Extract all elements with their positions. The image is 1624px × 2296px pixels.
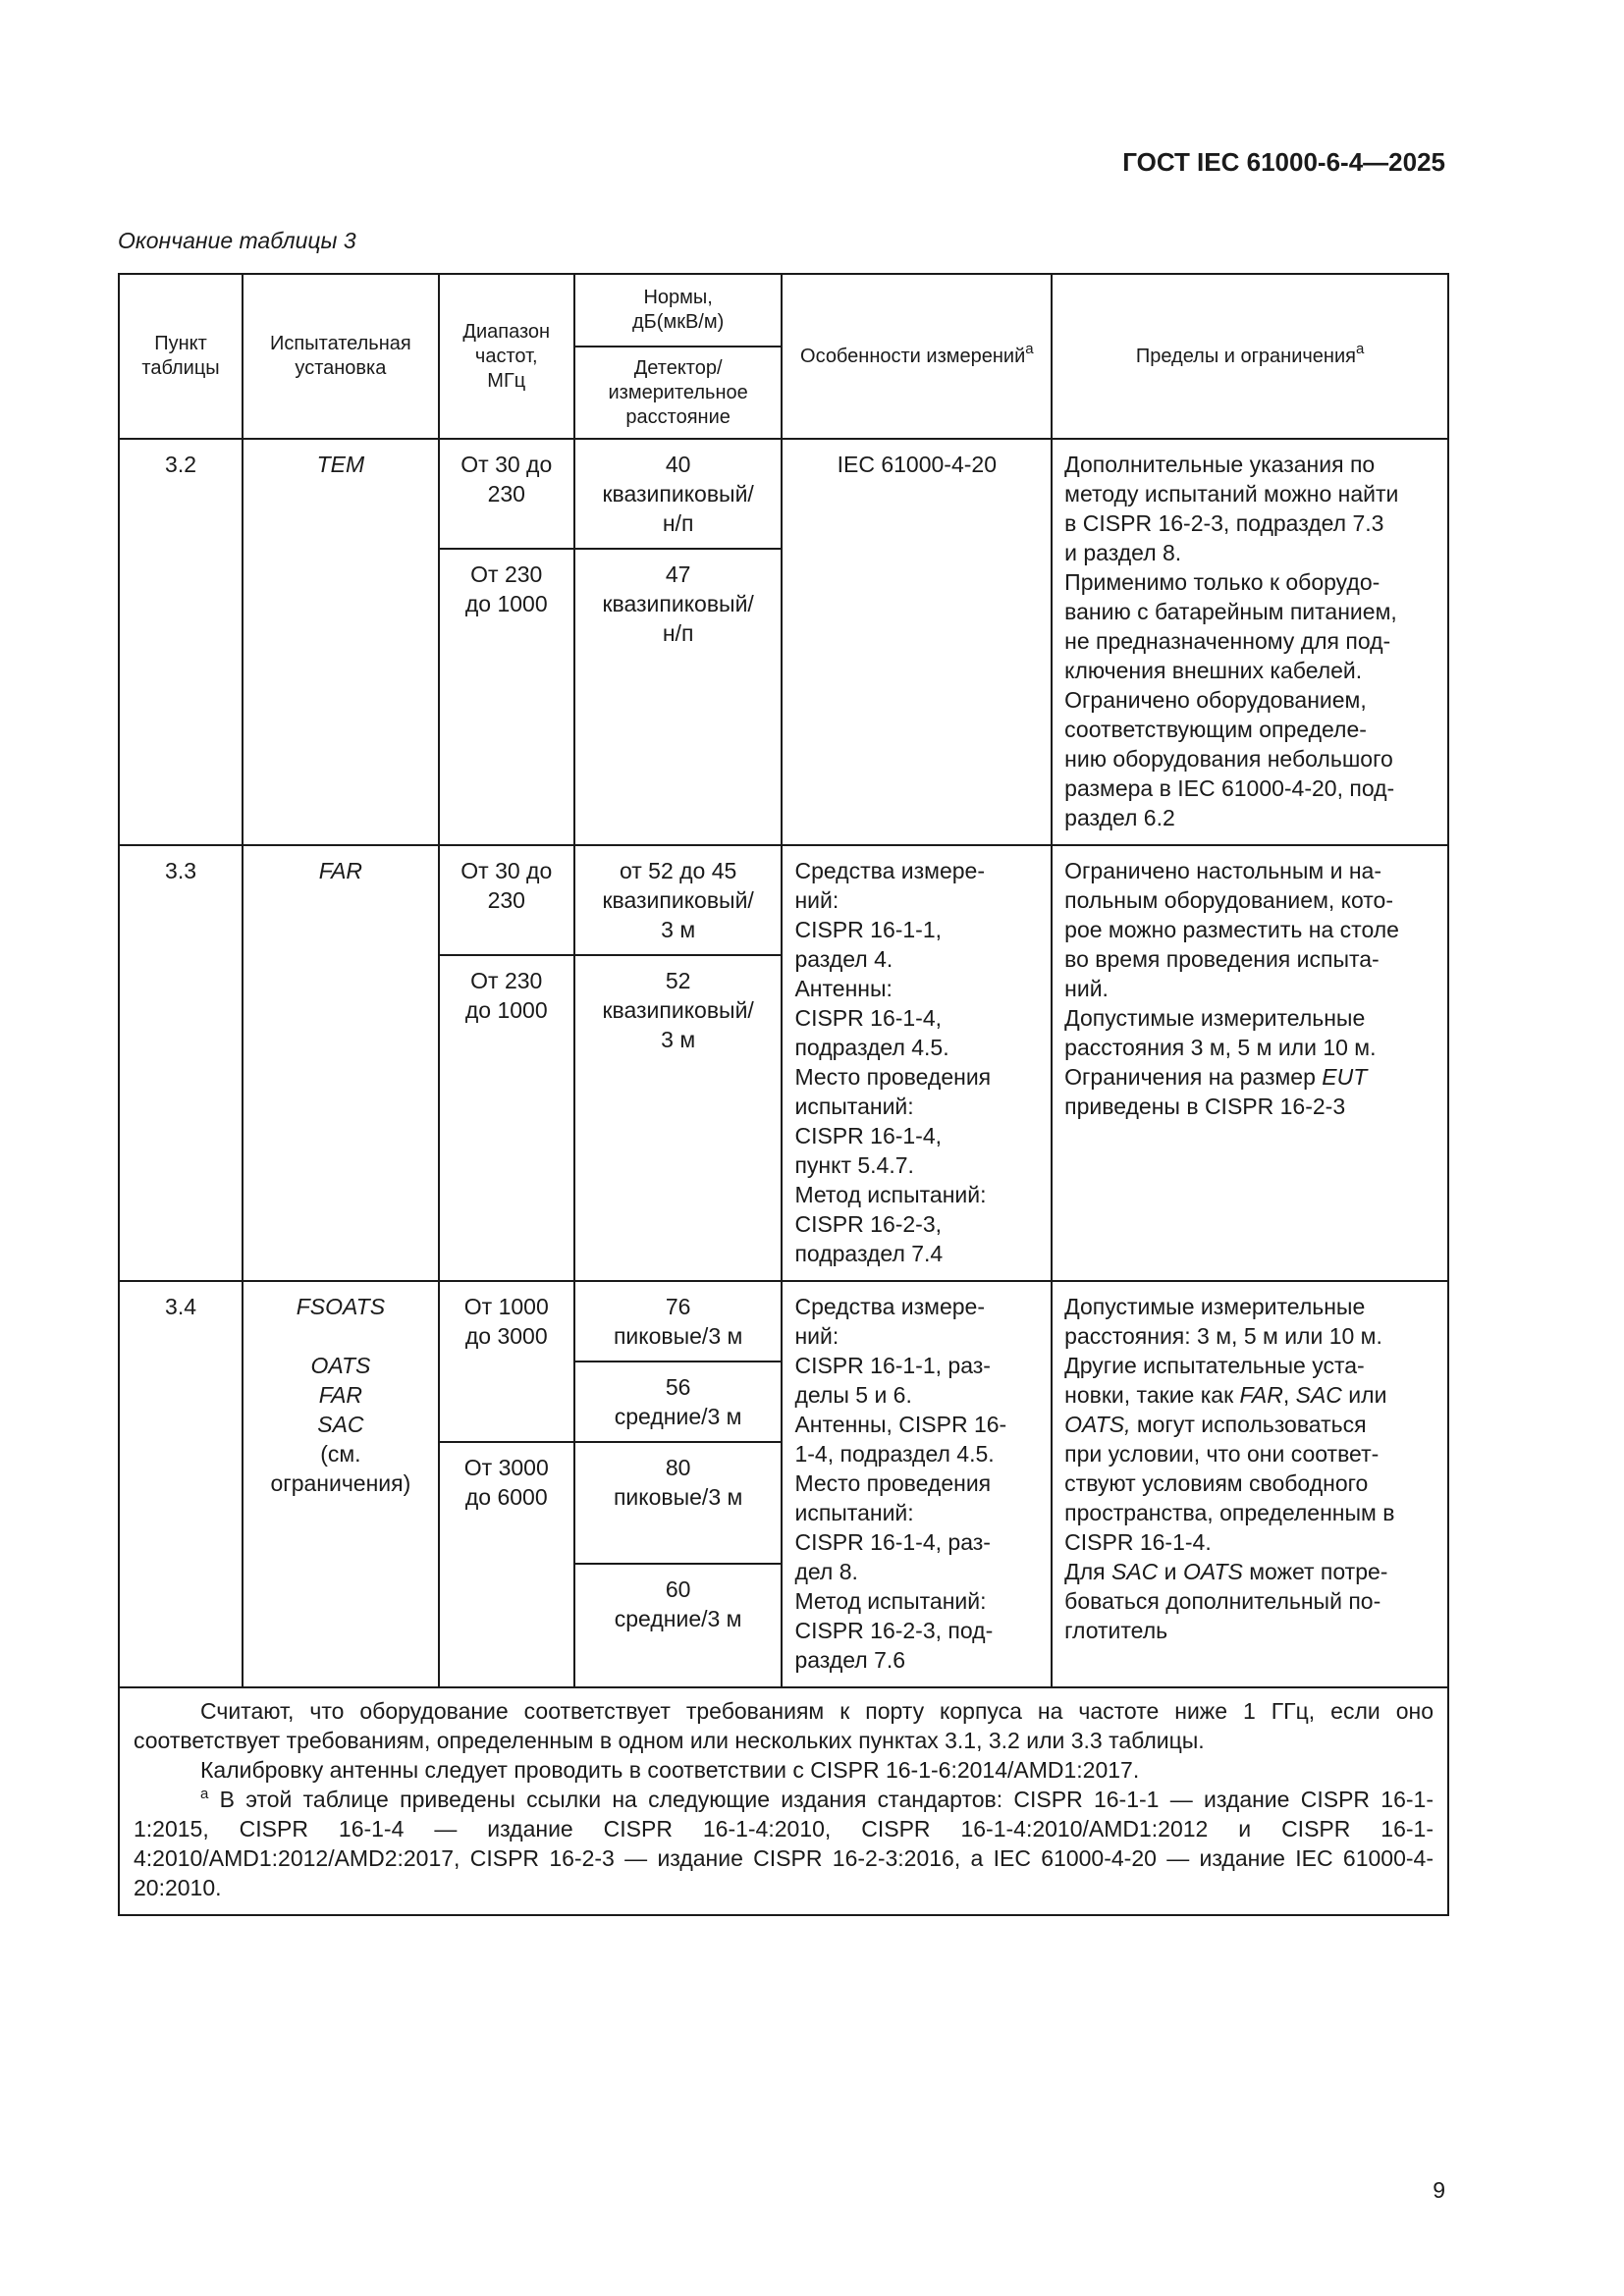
cell-limit: 56 средние/3 м bbox=[574, 1362, 783, 1442]
table-footnotes bbox=[119, 1687, 1448, 1915]
table-caption: Окончание таблицы 3 bbox=[118, 228, 356, 253]
header-frequency: Диапазон частот, МГц bbox=[439, 274, 574, 439]
header-detector: Детектор/ измерительное расстояние bbox=[574, 347, 783, 439]
cell-features: IEC 61000-4-20 bbox=[782, 439, 1052, 845]
cell-limit: от 52 до 45 квазипиковый/ 3 м bbox=[574, 845, 783, 955]
cell-limit: 76 пиковые/3 м bbox=[574, 1281, 783, 1362]
footnote-paragraph: Считают, что оборудование соответствует требованиям к порту корпуса на частоте ниже 1 ГГц, если оно соответствует требованиям, определенным в одном или нескольких пунктах 3.1, 3.2 или 3.3 таблицы. bbox=[134, 1698, 1434, 1753]
cell-item: 3.4 bbox=[119, 1281, 243, 1687]
cell-frequency: От 230 до 1000 bbox=[439, 955, 574, 1281]
cell-setup: FSOATS OATS FAR SAC (см. ограничения) bbox=[243, 1281, 439, 1687]
table-row bbox=[119, 1281, 1448, 1362]
cell-item: 3.2 bbox=[119, 439, 243, 845]
header-setup: Испытательная установка bbox=[243, 274, 439, 439]
cell-frequency: От 30 до 230 bbox=[439, 845, 574, 955]
header-limits: Нормы, дБ(мкВ/м) bbox=[574, 274, 783, 347]
cell-limit: 52 квазипиковый/ 3 м bbox=[574, 955, 783, 1281]
cell-setup: FAR bbox=[243, 845, 439, 1281]
table-row bbox=[119, 439, 1448, 549]
cell-limit: 40 квазипиковый/ н/п bbox=[574, 439, 783, 549]
header-item: Пункт таблицы bbox=[119, 274, 243, 439]
cell-restrictions: Ограничено настольным и на- польным оборудованием, кото- рое можно разместить на столе во время проведения испыта- ний. Допустимые измерительные расстояния 3 м, 5 м или 10 м. Ограничения на размер EUT приведены в CISPR 16-2-3 bbox=[1052, 845, 1448, 1281]
footnote-paragraph: Калибровку антенны следует проводить в соответствии с CISPR 16-1-6:2014/AMD1:2017. bbox=[200, 1757, 1140, 1783]
cell-frequency: От 30 до 230 bbox=[439, 439, 574, 549]
cell-features: Средства измере- ний: CISPR 16-1-1, раз- делы 5 и 6. Антенны, CISPR 16- 1-4, подраздел 4.5. Место проведения испытаний: CISPR 16-1-4, раз- дел 8. Метод испытаний: CISPR 16-2-3, под- раздел 7.6 bbox=[782, 1281, 1052, 1687]
cell-features: Средства измере- ний: CISPR 16-1-1, раздел 4. Антенны: CISPR 16-1-4, подраздел 4.5. Место проведения испытаний: CISPR 16-1-4, пункт 5.4.7. Метод испытаний: CISPR 16-2-3, подраздел 7.4 bbox=[782, 845, 1052, 1281]
footnote-a: $^a$ В этой таблице приведены ссылки на следующие издания стандартов: CISPR 16-1-1 — издание CISPR 16-1-1:2015, CISPR 16-1-4 — издание CISPR 16-1-4:2010, CISPR 16-1-4:2010/AMD1:2012 и CISPR 16-1-4:2010/AMD1:2012/AMD2:2017, CISPR 16-2-3 — издание CISPR 16-2-3:2016, а IEC 61000-4-20 — издание IEC 61000-4-20:2010. bbox=[134, 1786, 1434, 1900]
limits-table bbox=[118, 273, 1449, 1916]
cell-limit: 60 средние/3 м bbox=[574, 1564, 783, 1687]
table-row bbox=[119, 845, 1448, 955]
cell-restrictions: Допустимые измерительные расстояния: 3 м, 5 м или 10 м. Другие испытательные уста- новки, такие как FAR, SAC или OATS, могут использоваться при условии, что они соответ- ствуют условиям свободного пространства, определенным в CISPR 16-1-4. Для SAC и OATS может потре- боваться дополнительный по- глотитель bbox=[1052, 1281, 1448, 1687]
header-features: Особенности измерений$^a$ bbox=[782, 274, 1052, 439]
cell-item: 3.3 bbox=[119, 845, 243, 1281]
cell-limit: 80 пиковые/3 м bbox=[574, 1442, 783, 1564]
cell-setup: TEM bbox=[243, 439, 439, 845]
cell-frequency: От 1000 до 3000 bbox=[439, 1281, 574, 1442]
footnotes-cell bbox=[119, 1687, 1448, 1915]
document-id: ГОСТ IEC 61000-6-4—2025 bbox=[1122, 147, 1445, 177]
cell-restrictions: Дополнительные указания по методу испытаний можно найти в CISPR 16-2-3, подраздел 7.3 и раздел 8. Применимо только к оборудо- ванию с батарейным питанием, не предназначенному для под- ключения внешних кабелей. Ограничено оборудованием, соответствующим определе- нию оборудования небольшого размера в IEC 61000-4-20, под- раздел 6.2 bbox=[1052, 439, 1448, 845]
cell-frequency: От 3000 до 6000 bbox=[439, 1442, 574, 1687]
cell-limit: 47 квазипиковый/ н/п bbox=[574, 549, 783, 845]
header-restrictions: Пределы и ограничения$^a$ bbox=[1052, 274, 1448, 439]
cell-frequency: От 230 до 1000 bbox=[439, 549, 574, 845]
page-number: 9 bbox=[1433, 2177, 1445, 2203]
